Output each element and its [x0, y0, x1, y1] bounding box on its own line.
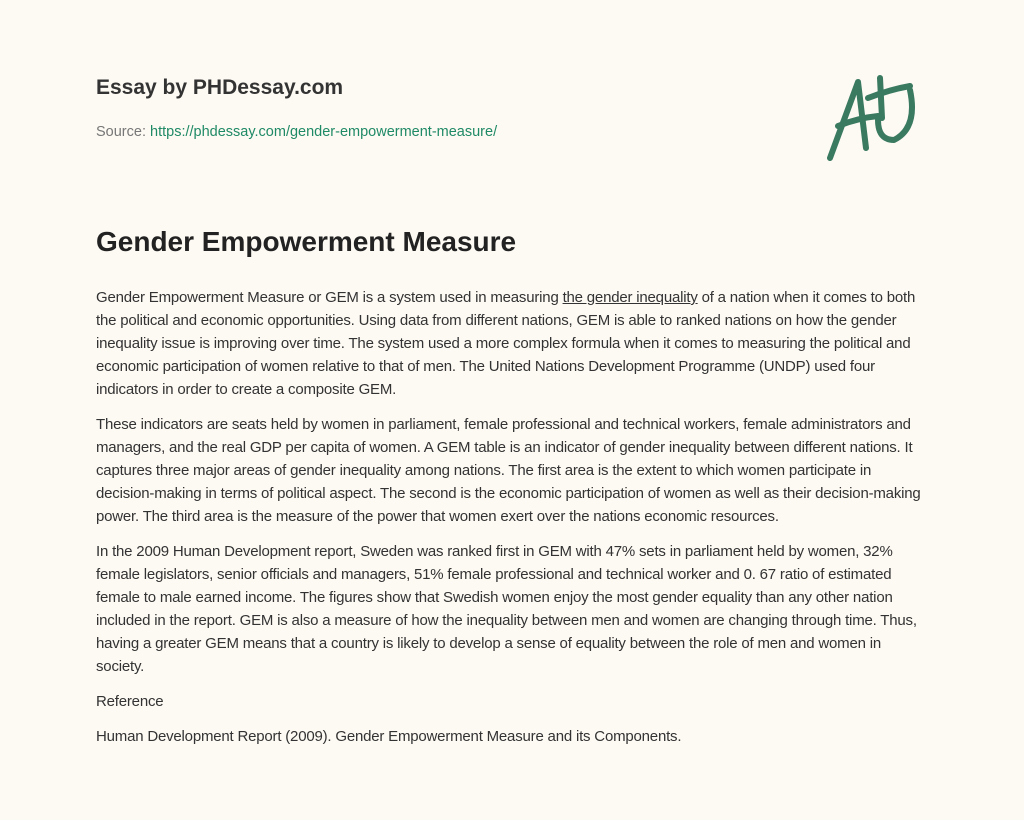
- gender-inequality-link[interactable]: the gender inequality: [562, 289, 698, 306]
- source-link[interactable]: https://phdessay.com/gender-empowerment-measure/: [150, 124, 498, 140]
- p1-text-before: Gender Empowerment Measure or GEM is a system used in measuring: [96, 289, 563, 306]
- p1-text-after: of a nation when it comes to both the political and economic opportunities. Using data from different nations, GEM is able to ranked nations on how the gender inequality issue is improving over time. The system used a more complex formula when it comes to measuring the political and economic participation of women relative to that of men. The United Nations Development Programme (UNDP) used four indicators in order to create a composite GEM.: [96, 289, 916, 398]
- site-brand: Essay by PHDessay.com: [96, 76, 344, 99]
- paragraph-3: In the 2009 Human Development report, Sweden was ranked first in GEM with 47% sets in parliament held by women, 32% female legislators, senior officials and managers, 51% female professional and technical worker and 0. 67 ratio of estimated female to male earned income. The figures show that Swedish women enjoy the most gender equality than any other nation included in the report. GEM is also a measure of how the inequality between men and women are changing through time. Thus, having a greater GEM means that a country is likely to develop a sense of equality between the role of men and women in society.: [96, 543, 917, 675]
- source-line: [96, 124, 497, 140]
- essay-title: Gender Empowerment Measure: [96, 226, 517, 257]
- essay-body: [96, 286, 932, 760]
- source-label: Source:: [96, 124, 146, 140]
- a-plus-logo-icon: [818, 68, 928, 164]
- reference-heading: Reference: [96, 693, 164, 710]
- reference-entry: Human Development Report (2009). Gender Empowerment Measure and its Components.: [96, 728, 682, 745]
- paragraph-2: These indicators are seats held by women in parliament, female professional and technical workers, female administrators and managers, and the real GDP per capita of women. A GEM table is an indicator of gender inequality between different nations. It captures three major areas of gender inequality among nations. The first area is the extent to which women participate in decision-making in terms of political aspect. The second is the economic participation of women as well as their decision-making power. The third area is the measure of the power that women exert over the nations economic resources.: [96, 416, 921, 525]
- paragraph-1: [96, 286, 932, 401]
